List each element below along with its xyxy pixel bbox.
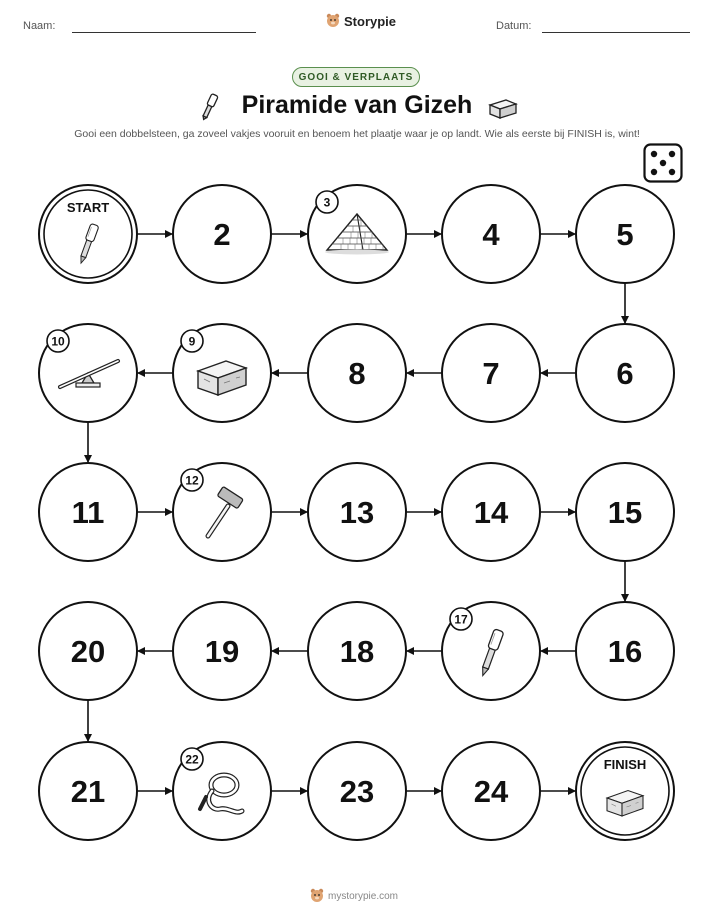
cell-number: 3 (323, 195, 331, 210)
cell-24[interactable] (442, 742, 540, 840)
page-title: Piramide van Gizeh (241, 91, 473, 119)
cell-23[interactable] (308, 742, 406, 840)
cell-number: 20 (70, 634, 106, 669)
cell-19[interactable] (173, 602, 271, 700)
cell-25[interactable] (576, 742, 674, 840)
date-label: Datum: (496, 20, 532, 32)
cell-number: 21 (70, 774, 106, 809)
cell-4[interactable] (442, 185, 540, 283)
cell-number: 22 (185, 752, 199, 767)
cell-number: 12 (185, 473, 199, 488)
start-label: START (66, 200, 110, 215)
cell-number: 6 (616, 356, 634, 391)
cell-number: 24 (473, 774, 509, 809)
cell-number: 23 (339, 774, 375, 809)
footer (310, 888, 398, 904)
cell-number: 9 (188, 334, 196, 349)
cell-number: 16 (607, 634, 643, 669)
cell-14[interactable] (442, 463, 540, 561)
cell-16[interactable] (576, 602, 674, 700)
cell-number: 19 (204, 634, 240, 669)
cell-number: 7 (482, 356, 500, 391)
cell-number: 4 (482, 217, 500, 252)
cell-11[interactable] (39, 463, 137, 561)
cell-number: 11 (71, 495, 105, 530)
bear-icon (310, 888, 324, 904)
cell-15[interactable] (576, 463, 674, 561)
cell-21[interactable] (39, 742, 137, 840)
cell-number: 8 (348, 356, 366, 391)
cell-13[interactable] (308, 463, 406, 561)
brand-name: Storypie (344, 13, 397, 29)
cell-number: 17 (454, 612, 468, 627)
cell-number: 2 (213, 217, 231, 252)
cell-number: 13 (339, 495, 375, 530)
cell-18[interactable] (308, 602, 406, 700)
cell-5[interactable] (576, 185, 674, 283)
cell-20[interactable] (39, 602, 137, 700)
cell-number: 15 (607, 495, 643, 530)
cell-number: 18 (339, 634, 375, 669)
cell-8[interactable] (308, 324, 406, 422)
cell-number: 5 (616, 217, 634, 252)
instructions: Gooi een dobbelsteen, ga zoveel vakjes vooruit en benoem het plaatje waar je op landt. Wie als eerste bij FINISH is, wint! (74, 128, 640, 140)
cell-6[interactable] (576, 324, 674, 422)
cell-number: 10 (51, 334, 65, 349)
category-pill: GOOI & VERPLAATS (292, 67, 420, 87)
cell-7[interactable] (442, 324, 540, 422)
finish-label: FINISH (603, 757, 647, 772)
cell-number: 14 (473, 495, 509, 530)
cell-22[interactable] (173, 742, 271, 840)
name-label: Naam: (23, 20, 56, 32)
footer-url[interactable]: mystorypie.com (328, 890, 399, 902)
cell-2[interactable] (173, 185, 271, 283)
